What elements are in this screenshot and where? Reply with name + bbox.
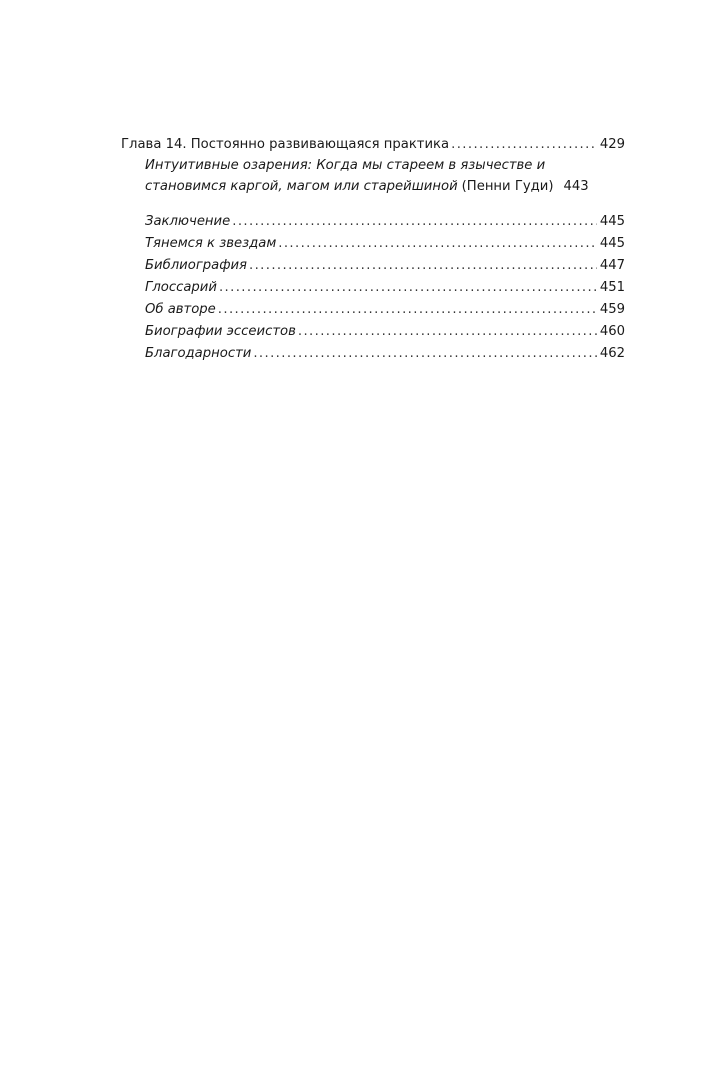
toc-entry [145, 255, 625, 277]
toc-entry-title: Тянемся к звездам [145, 236, 277, 251]
toc-essay-line2 [145, 176, 625, 197]
toc-essay [121, 155, 625, 197]
toc-page-number: 445 [599, 236, 625, 251]
toc-essay-author: (Пенни Гуди) [461, 179, 554, 194]
toc-entry-title: Глоссарий [145, 280, 217, 295]
toc-entry-title: Об авторе [145, 302, 216, 317]
toc-entry-title: Биографии эссеистов [145, 324, 296, 339]
toc-page-number: 459 [599, 302, 625, 317]
dot-leader [278, 233, 597, 255]
toc-page-number: 447 [599, 258, 625, 273]
dot-leader [253, 343, 597, 365]
toc-entry [145, 211, 625, 233]
toc-page-number: 462 [599, 346, 625, 361]
toc-entries [121, 211, 625, 365]
toc-entry-title: Библиография [145, 258, 247, 273]
toc-entry [145, 277, 625, 299]
toc-page-number: 451 [599, 280, 625, 295]
toc-chapter-14 [121, 134, 625, 155]
dot-leader [298, 321, 597, 343]
toc-page-number: 443 [563, 179, 589, 194]
toc-entry-title: Благодарности [145, 346, 252, 361]
dot-leader [232, 211, 597, 233]
table-of-contents [121, 134, 625, 365]
dot-leader [451, 134, 597, 155]
toc-essay-title-line2: становимся каргой, магом или старейшиной [145, 179, 458, 194]
toc-page-number: 429 [599, 137, 625, 152]
toc-entry-title: Заключение [145, 214, 231, 229]
toc-page-number: 445 [599, 214, 625, 229]
toc-chapter-title: Глава 14. Постоянно развивающаяся практика [121, 137, 450, 152]
dot-leader [249, 255, 597, 277]
toc-entry [145, 233, 625, 255]
dot-leader [219, 277, 597, 299]
toc-entry [145, 299, 625, 321]
toc-entry [145, 343, 625, 365]
toc-page-number: 460 [599, 324, 625, 339]
spacer [121, 197, 625, 211]
dot-leader [218, 299, 597, 321]
toc-entry [145, 321, 625, 343]
toc-essay-title-line1: Интуитивные озарения: Когда мы стареем в язычестве и [145, 158, 546, 173]
